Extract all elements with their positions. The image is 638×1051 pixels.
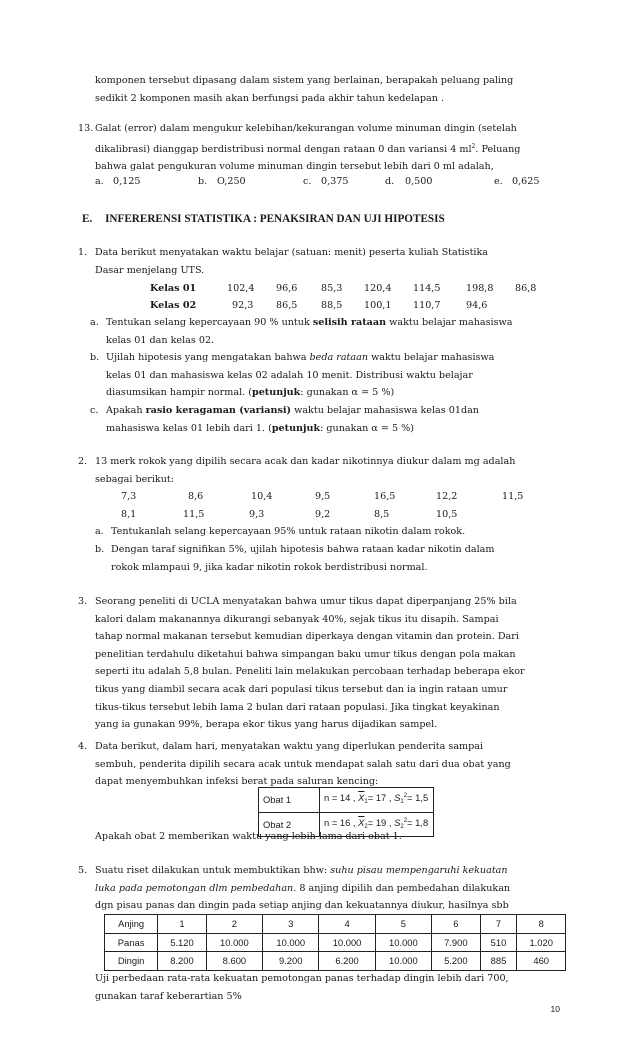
kelas01-value: 96,6: [276, 283, 298, 294]
q1b-text: Ujilah hipotesis yang mengatakan bahwa beda rataan waktu belajar mahasiswa kelas 01 dan mahasiswa kelas 02 adalah 10 menit. Distribusi waktu belajar diasumsikan hampir normal. (petunjuk: gunakan α = 5 %): [106, 352, 495, 399]
kelas02-value: 86,5: [276, 300, 298, 311]
table-cell: 7.900: [432, 933, 481, 952]
table-cell: Panas: [105, 933, 158, 952]
section-e-label: E.: [82, 213, 93, 225]
table-cell: 5.120: [158, 933, 207, 952]
q2-value: 12,2: [436, 491, 458, 502]
kelas02-label: Kelas 02: [150, 300, 197, 311]
q1-intro: [95, 244, 565, 279]
q2-value: 10,4: [251, 491, 273, 502]
obat-name: Obat 2: [259, 812, 320, 837]
q2-value: 9,3: [249, 509, 265, 520]
q2-value: 11,5: [502, 491, 524, 502]
q2-value: 11,5: [183, 509, 205, 520]
q1b-label: b.: [90, 352, 100, 363]
q5-dog-table: [104, 914, 566, 971]
q13-option-a-value: 0,125: [113, 176, 141, 187]
table-header: 6: [432, 915, 481, 934]
q2-value: 16,5: [374, 491, 396, 502]
obat-name: Obat 1: [259, 788, 320, 813]
table-cell: 460: [517, 952, 566, 971]
kelas02-value: 94,6: [466, 300, 488, 311]
table-cell: 6.200: [319, 952, 375, 971]
table-cell: 1.020: [517, 933, 566, 952]
q13-option-d-label: d.: [385, 176, 395, 187]
q3-number: 3.: [78, 596, 88, 607]
q13-number: 13.: [78, 123, 94, 134]
q5-number: 5.: [78, 865, 88, 876]
kelas01-value: 120,4: [364, 283, 392, 294]
q2-value: 9,2: [315, 509, 331, 520]
table-header-row: [105, 915, 566, 934]
table-cell: 10.000: [263, 933, 319, 952]
q13-line-3: bahwa galat pengukuran volume minuman dingin tersebut lebih dari 0 ml adalah,: [95, 161, 494, 173]
q13-option-e-value: 0,625: [512, 176, 540, 187]
table-cell: 9.200: [263, 952, 319, 971]
q13-option-e-label: e.: [494, 176, 503, 187]
q13-option-c-label: c.: [303, 176, 312, 187]
q2-value: 7,3: [121, 491, 137, 502]
q2a-text: Tentukanlah selang kepercayaan 95% untuk rataan nikotin dalam rokok.: [111, 526, 466, 537]
q2-number: 2.: [78, 456, 88, 467]
obat-stats: n = 16 , $\overline{X}_2= 19$ , $S_2^2= 1,8$: [320, 812, 434, 837]
table-cell: 8.200: [158, 952, 207, 971]
q13-line-1: Galat (error) dalam mengukur kelebihan/kekurangan volume minuman dingin (setelah: [95, 123, 517, 134]
q1a-text: Tentukan selang kepercayaan 90 % untuk selisih rataan waktu belajar mahasiswa kelas 01 dan kelas 02.: [106, 317, 513, 346]
table-header: 4: [319, 915, 375, 934]
kelas02-value: 92,3: [232, 300, 254, 311]
obat-stats: n = 14 , $\overline{X}_1= 17$ , $S_1^2= 1,5$: [320, 788, 434, 813]
table-header: 3: [263, 915, 319, 934]
q1-line-2: Dasar menjelang UTS.: [95, 264, 205, 276]
q2-value: 8,5: [374, 509, 390, 520]
kelas01-value: 85,3: [321, 283, 343, 294]
kelas01-value: 86,8: [515, 283, 537, 294]
section-e-heading: [82, 211, 445, 229]
kelas02-value: 100,1: [364, 300, 392, 311]
q4-number: 4.: [78, 741, 88, 752]
q1a-label: a.: [90, 317, 99, 328]
q2-value: 9,5: [315, 491, 331, 502]
q5-conclusion: Uji perbedaan rata-rata kekuatan pemotongan panas terhadap dingin lebih dari 700, gunakan taraf keberartian 5%: [95, 973, 509, 1002]
q13-option-d-value: 0,500: [405, 176, 433, 187]
table-cell: 10.000: [206, 933, 262, 952]
q2-value: 8,1: [121, 509, 137, 520]
kelas02-value: 110,7: [413, 300, 441, 311]
q2a-label: a.: [95, 526, 104, 537]
section-e-title: INFERERENSI STATISTIKA : PENAKSIRAN DAN UJI HIPOTESIS: [105, 213, 445, 225]
q2b-text: Dengan taraf signifikan 5%, ujilah hipotesis bahwa rataan kadar nikotin dalam rokok mlampaui 9, jika kadar nikotin rokok berdistribusi normal.: [111, 544, 495, 573]
continuation-line-2: sedikit 2 komponen masih akan berfungsi pada akhir tahun kedelapan .: [95, 92, 445, 104]
q13-text: [95, 120, 565, 176]
q13-option-c-value: 0,375: [321, 176, 349, 187]
table-header: 7: [480, 915, 517, 934]
q13-option-b-label: b.: [198, 176, 208, 187]
kelas01-value: 102,4: [227, 283, 255, 294]
q1-number: 1.: [78, 247, 88, 258]
table-header: 5: [375, 915, 431, 934]
table-row: [259, 788, 434, 813]
q5-intro: Suatu riset dilakukan untuk membuktikan bhw: suhu pisau mempengaruhi kekuatan luka pada pemotongan dlm pembedahan. 8 anjing dipilih dan pembedahan dilakukan dgn pisau panas dan dingin pada setiap anjing dan kekuatannya diukur, hasilnya sbb: [95, 865, 511, 912]
table-cell: 10.000: [319, 933, 375, 952]
table-header: Anjing: [105, 915, 158, 934]
q1c-label: c.: [90, 405, 99, 416]
q2b-label: b.: [95, 544, 105, 555]
q2-value: 8,6: [188, 491, 204, 502]
page-number: 10: [550, 1004, 560, 1014]
table-cell: 510: [480, 933, 517, 952]
q1-line-1: Data berikut menyatakan waktu belajar (satuan: menit) peserta kuliah Statistika: [95, 247, 489, 258]
kelas01-value: 198,8: [466, 283, 494, 294]
q13-line-2: dikalibrasi) dianggap berdistribusi normal dengan rataan 0 dan variansi 4 $ml^2$. Peluang: [95, 142, 521, 155]
table-cell: 5.200: [432, 952, 481, 971]
q3-text: Seorang peneliti di UCLA menyatakan bahwa umur tikus dapat diperpanjang 25% bila kalori dalam makanannya dikurangi sebanyak 40%, sejak tikus itu disapih. Sampai tahap normal makanan tersebut kemudian diperkaya dengan vitamin dan protein. Dari penelitian terdahulu diketahui bahwa simpangan baku umur tikus dengan pola makan seperti itu adalah 5,8 bulan. Peneliti lain melakukan percobaan terhadap beberapa ekor tikus yang diambil secara acak dari populasi tikus tersebut dan ia ingin rataan umur tikus-tikus tersebut lebih lama 2 bulan dari rataan populasi. Jika tingkat keyakinan yang ia gunakan 99%, berapa ekor tikus yang harus dijadikan sampel.: [95, 596, 525, 731]
table-header: 2: [206, 915, 262, 934]
q13-option-b-value: O,250: [217, 176, 246, 187]
kelas02-value: 88,5: [321, 300, 343, 311]
table-row: [105, 933, 566, 952]
table-header: 1: [158, 915, 207, 934]
continuation-line-1: komponen tersebut dipasang dalam sistem yang berlainan, berapakah peluang paling: [95, 75, 514, 86]
table-cell: 8.600: [206, 952, 262, 971]
q2-value: 10,5: [436, 509, 458, 520]
q13-option-a-label: a.: [95, 176, 104, 187]
table-header: 8: [517, 915, 566, 934]
q2-intro: 13 merk rokok yang dipilih secara acak dan kadar nikotinnya diukur dalam mg adalah sebagai berikut:: [95, 456, 516, 485]
kelas01-value: 114,5: [413, 283, 441, 294]
table-cell: 885: [480, 952, 517, 971]
q1c-text: Apakah rasio keragaman (variansi) waktu belajar mahasiswa kelas 01dan mahasiswa kelas 01 lebih dari 1. (petunjuk: gunakan α = 5 %): [106, 405, 479, 434]
table-cell: 10.000: [375, 952, 431, 971]
table-cell: Dingin: [105, 952, 158, 971]
table-row: [105, 952, 566, 971]
q4-intro: Data berikut, dalam hari, menyatakan waktu yang diperlukan penderita sampai sembuh, penderita dipilih secara acak untuk mendapat salah satu dari dua obat yang dapat menyembuhkan infeksi berat pada saluran kencing:: [95, 741, 511, 788]
table-cell: 10.000: [375, 933, 431, 952]
q4-question: Apakah obat 2 memberikan waktu yang lebih lama dari obat 1.: [95, 831, 402, 842]
continuation-text: [95, 72, 565, 107]
kelas01-label: Kelas 01: [150, 283, 197, 294]
